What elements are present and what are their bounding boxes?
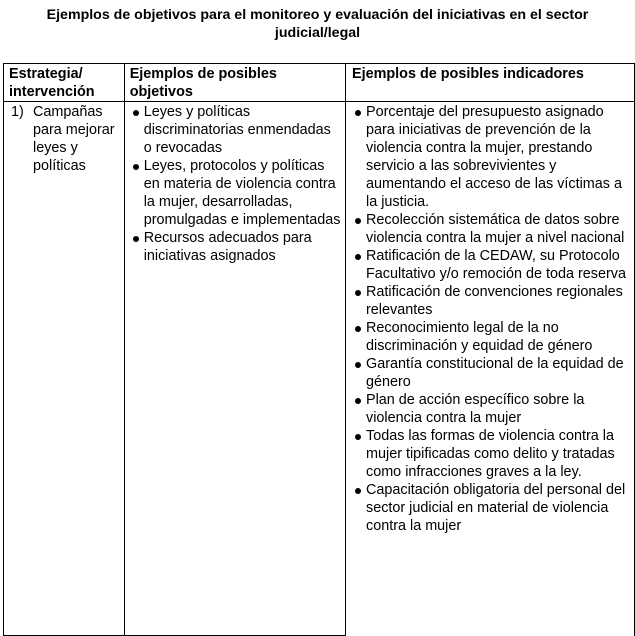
- bullet-icon: [355, 326, 361, 332]
- bullet-icon: [355, 254, 361, 260]
- objective-text: Recursos adecuados para iniciativas asignados: [143, 230, 312, 264]
- indicator-text: Recolección sistemática de datos sobre violencia contra la mujer a nivel nacional: [366, 212, 625, 246]
- bullet-icon: [355, 290, 361, 296]
- objective-text: Leyes, protocolos y políticas en materia de violencia contra la mujer, desarrolladas, promulgadas e implementadas: [143, 158, 341, 228]
- objective-item: [125, 229, 345, 265]
- indicators-cell: [346, 102, 635, 636]
- indicator-text: Ratificación de convenciones regionales relevantes: [366, 284, 623, 318]
- header-indicators: [346, 64, 635, 102]
- header-objectives-line-2: objetivos: [129, 84, 193, 100]
- strategy-number: 1): [11, 104, 24, 120]
- header-indicators-text: Ejemplos de posibles indicadores: [352, 66, 584, 82]
- indicators-list: [346, 103, 634, 535]
- objectives-table: [3, 63, 635, 636]
- bullet-icon: [355, 398, 361, 404]
- indicator-text: Porcentaje del presupuesto asignado para iniciativas de prevención de la violencia contra la mujer, prestando servicio a las sobrevivientes y aumentando el acceso de las víctimas a la justicia.: [366, 104, 622, 210]
- indicator-item: [346, 481, 634, 535]
- indicator-text: Capacitación obligatoria del personal del sector judicial en material de violencia contra la mujer: [366, 482, 626, 534]
- strategy-text: Campañas para mejorar leyes y políticas: [33, 104, 115, 174]
- table-header-row: [4, 64, 635, 102]
- indicator-item: [346, 211, 634, 247]
- bullet-icon: [355, 434, 361, 440]
- indicator-item: [346, 391, 634, 427]
- strategy-cell: [4, 102, 125, 636]
- header-strategy-line-2: intervención: [9, 84, 95, 100]
- indicator-text: Ratificación de la CEDAW, su Protocolo Facultativo y/o remoción de toda reserva: [366, 248, 626, 282]
- header-strategy: [4, 64, 125, 102]
- table-row: [4, 102, 635, 636]
- document-title: [0, 6, 635, 42]
- document-title-line-2: judicial/legal: [274, 25, 361, 41]
- header-objectives-line-1: Ejemplos de posibles: [129, 66, 277, 82]
- bullet-icon: [133, 236, 139, 242]
- strategy-list: [4, 103, 124, 175]
- bullet-icon: [133, 110, 139, 116]
- strategy-item: [4, 103, 124, 175]
- bullet-icon: [133, 164, 139, 170]
- indicator-item: [346, 355, 634, 391]
- bullet-icon: [355, 362, 361, 368]
- bullet-icon: [355, 218, 361, 224]
- indicator-item: [346, 427, 634, 481]
- indicator-text: Plan de acción específico sobre la violencia contra la mujer: [366, 392, 585, 426]
- indicator-text: Reconocimiento legal de la no discriminación y equidad de género: [366, 320, 593, 354]
- indicator-item: [346, 247, 634, 283]
- objective-item: [125, 157, 345, 229]
- indicator-text: Garantía constitucional de la equidad de género: [366, 356, 624, 390]
- document-title-line-1: Ejemplos de objetivos para el monitoreo y evaluación del iniciativas en el sector: [46, 7, 589, 23]
- header-strategy-line-1: Estrategia/: [9, 66, 83, 82]
- objectives-cell: [124, 102, 345, 636]
- indicator-text: Todas las formas de violencia contra la mujer tipificadas como delito y tratadas como infracciones graves a la ley.: [366, 428, 615, 480]
- indicator-item: [346, 283, 634, 319]
- objective-text: Leyes y políticas discriminatorias enmendadas o revocadas: [143, 104, 331, 156]
- indicator-item: [346, 103, 634, 211]
- objective-item: [125, 103, 345, 157]
- bullet-icon: [355, 488, 361, 494]
- objectives-list: [125, 103, 345, 265]
- bullet-icon: [355, 110, 361, 116]
- indicator-item: [346, 319, 634, 355]
- header-objectives: [124, 64, 345, 102]
